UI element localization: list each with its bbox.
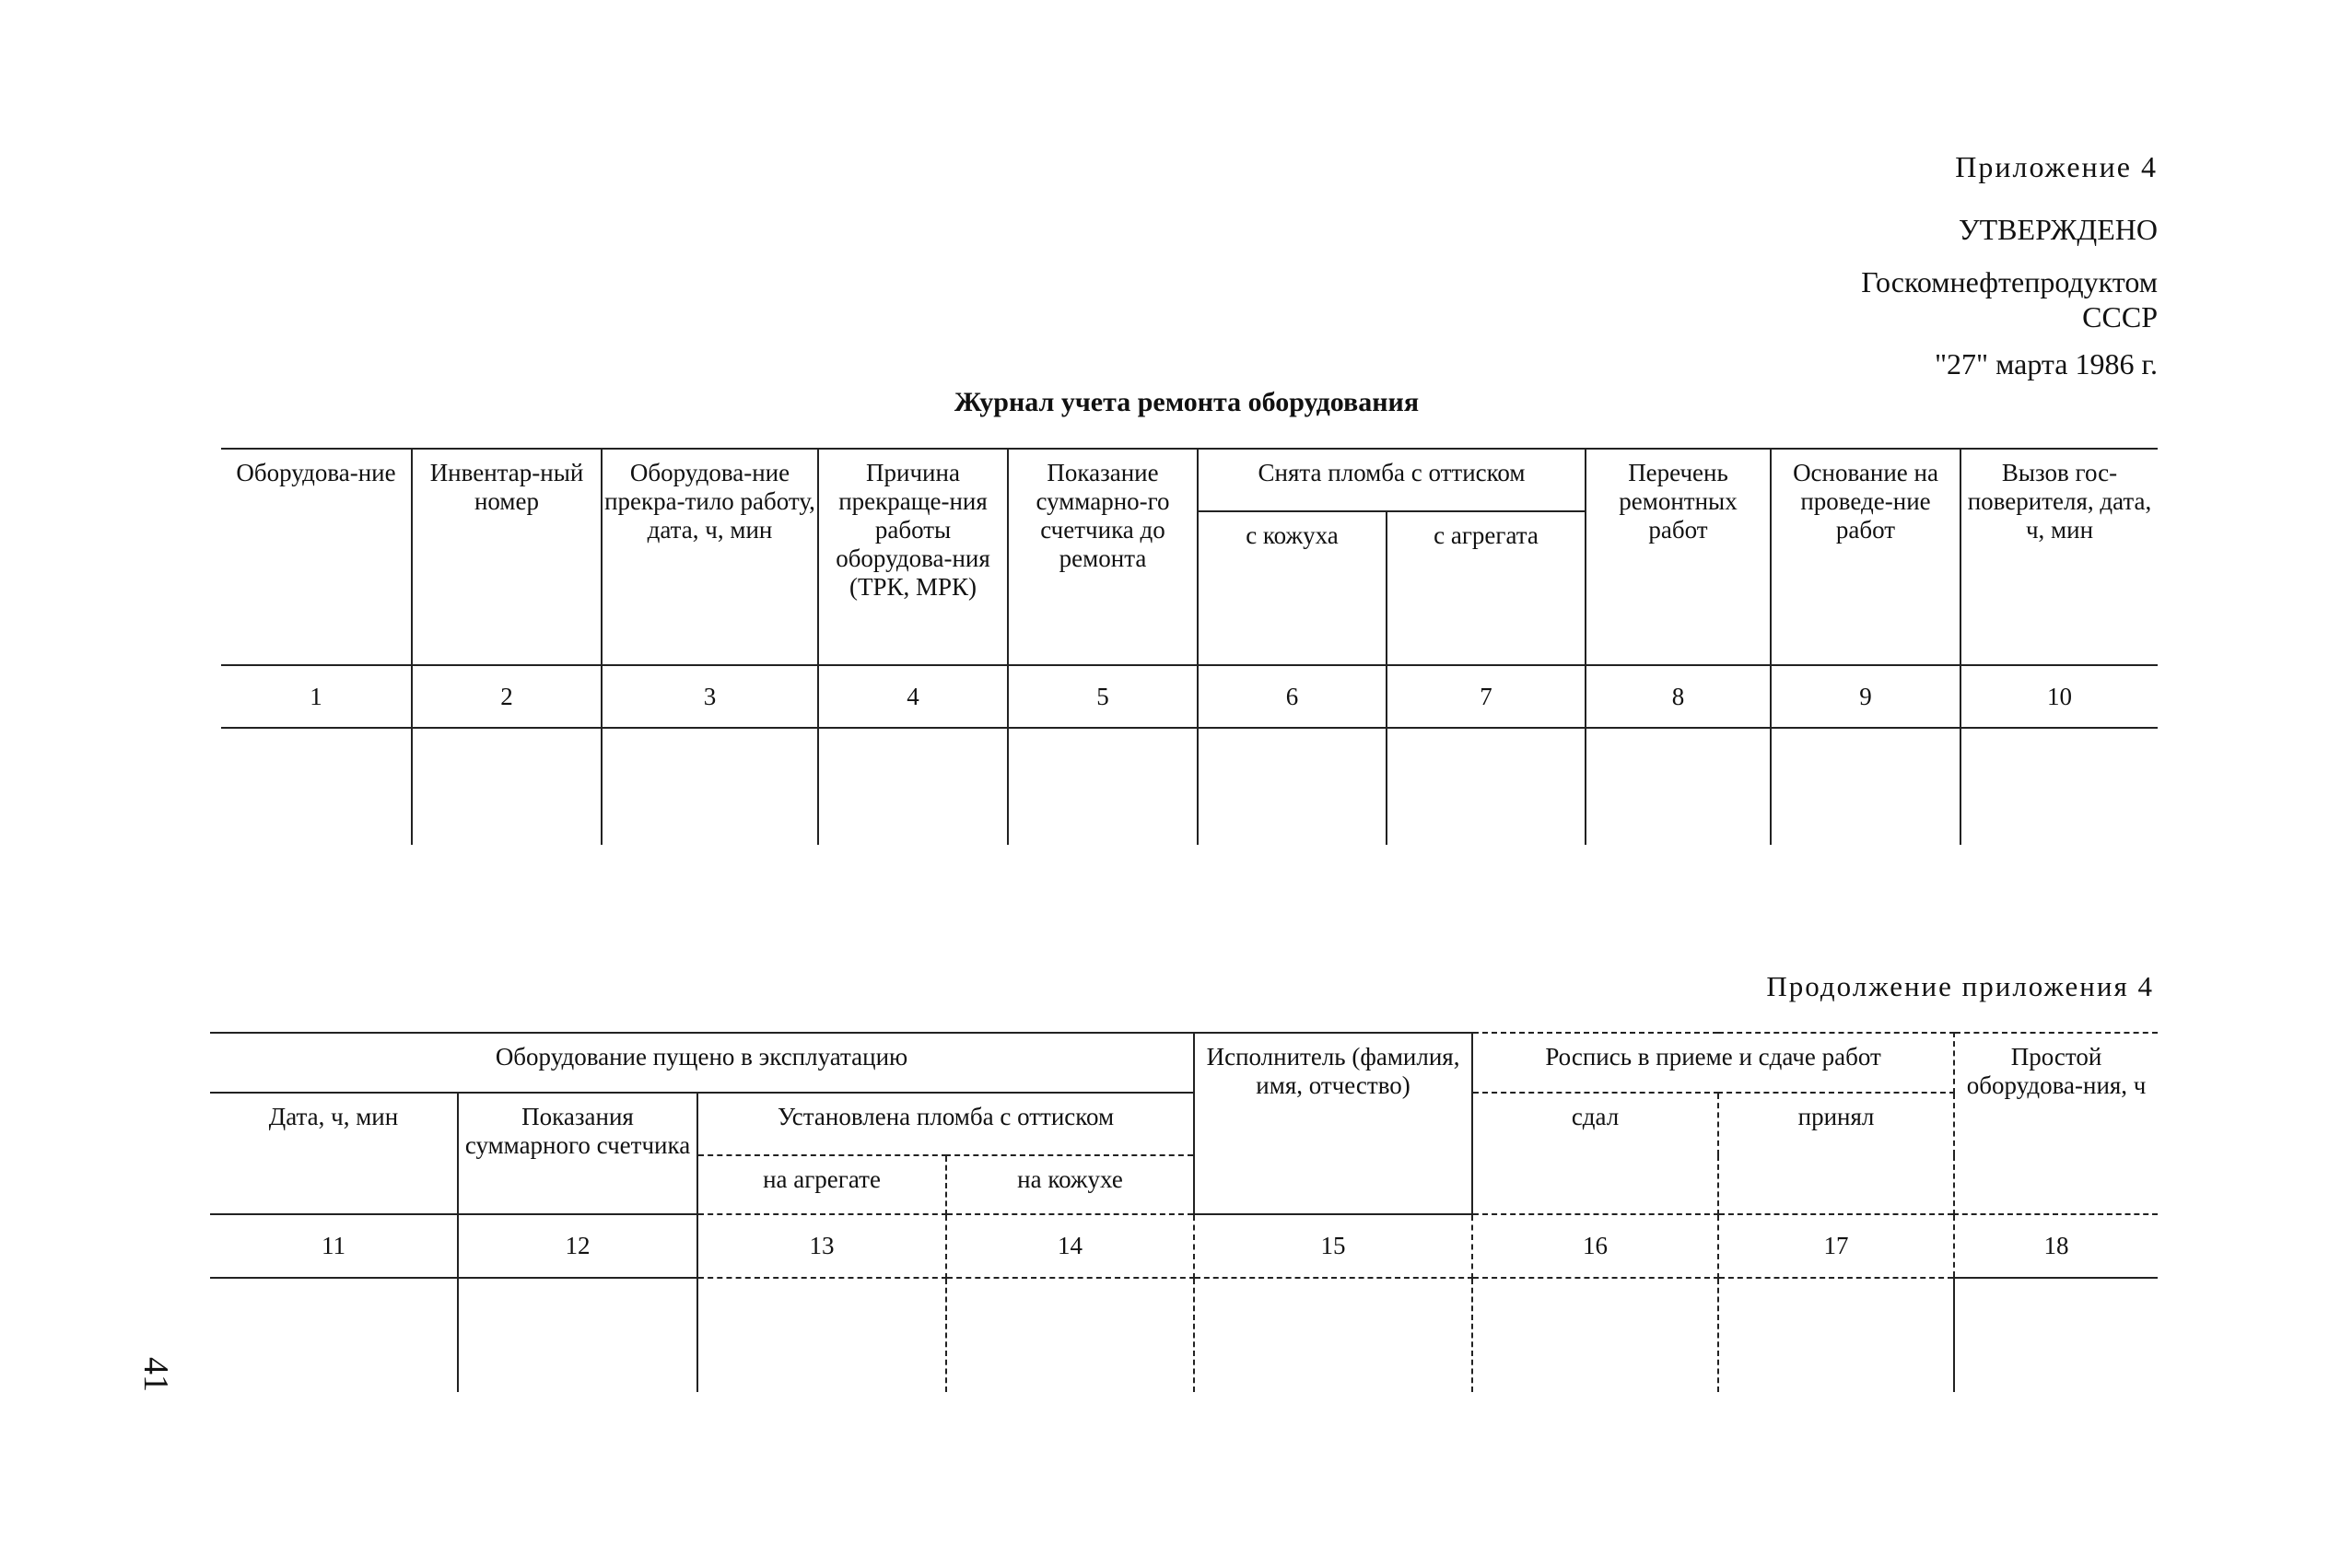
column-number: 18 [1954, 1214, 2158, 1278]
header-counter-before: Показание суммарно-го счетчика до ремонта [1008, 449, 1198, 665]
column-number: 5 [1008, 665, 1198, 728]
column-number: 9 [1771, 665, 1960, 728]
header-on-unit: на агрегате [697, 1155, 946, 1214]
column-number: 1 [221, 665, 412, 728]
header-stop-reason: Причина прекраще-ния работы оборудова-ния (ТРК, МРК) [818, 449, 1008, 665]
empty-entry-row [221, 728, 2158, 845]
empty-entry-row [210, 1278, 2158, 1392]
approval-date: "27" марта 1986 г. [1934, 347, 2158, 380]
header-repair-list: Перечень ремонтных работ [1586, 449, 1771, 665]
header-handed-over: сдал [1472, 1093, 1718, 1214]
page-title: Журнал учета ремонта оборудования [954, 387, 1420, 417]
continuation-label: Продолжение приложения 4 [1766, 970, 2154, 1002]
appendix-label: Приложение 4 [1955, 150, 2158, 183]
header-on-casing: на кожухе [946, 1155, 1194, 1214]
page-number: 41 [136, 1357, 175, 1392]
header-equipment: Оборудова-ние [221, 449, 412, 665]
header-counter-readings: Показания суммарного счетчика [458, 1093, 697, 1214]
header-downtime: Простой оборудова-ния, ч [1954, 1033, 2158, 1214]
column-number: 6 [1198, 665, 1387, 728]
approved-label: УТВЕРЖДЕНО [1958, 213, 2158, 246]
header-signature: Роспись в приеме и сдаче работ [1472, 1033, 1954, 1093]
column-number: 17 [1718, 1214, 1954, 1278]
column-number: 3 [602, 665, 818, 728]
column-number: 7 [1387, 665, 1586, 728]
header-inventory-number: Инвентар-ный номер [412, 449, 602, 665]
repair-log-table [221, 448, 2158, 845]
column-number: 14 [946, 1214, 1194, 1278]
column-number: 4 [818, 665, 1008, 728]
repair-log-table-continued [210, 1032, 2158, 1392]
header-seal-removed: Снята пломба с оттиском [1198, 449, 1586, 511]
header-from-unit: с агрегата [1387, 511, 1586, 665]
column-number: 11 [210, 1214, 458, 1278]
column-number: 2 [412, 665, 602, 728]
column-number: 8 [1586, 665, 1771, 728]
header-repair-basis: Основание на проведе-ние работ [1771, 449, 1960, 665]
header-verifier-call: Вызов гос-поверителя, дата, ч, мин [1960, 449, 2158, 665]
column-number: 13 [697, 1214, 946, 1278]
header-date-time: Дата, ч, мин [210, 1093, 458, 1214]
header-commissioned: Оборудование пущено в эксплуатацию [210, 1033, 1194, 1093]
authority-line2: СССР [2082, 300, 2158, 333]
header-stopped-time: Оборудова-ние прекра-тило работу, дата, ч, мин [602, 449, 818, 665]
column-number: 15 [1194, 1214, 1472, 1278]
header-accepted: принял [1718, 1093, 1954, 1214]
header-from-casing: с кожуха [1198, 511, 1387, 665]
column-number: 10 [1960, 665, 2158, 728]
authority-line1: Госкомнефтепродуктом [1861, 265, 2158, 298]
column-number: 12 [458, 1214, 697, 1278]
header-seal-installed: Установлена пломба с оттиском [697, 1093, 1194, 1155]
header-executor: Исполнитель (фамилия, имя, отчество) [1194, 1033, 1472, 1214]
column-number: 16 [1472, 1214, 1718, 1278]
